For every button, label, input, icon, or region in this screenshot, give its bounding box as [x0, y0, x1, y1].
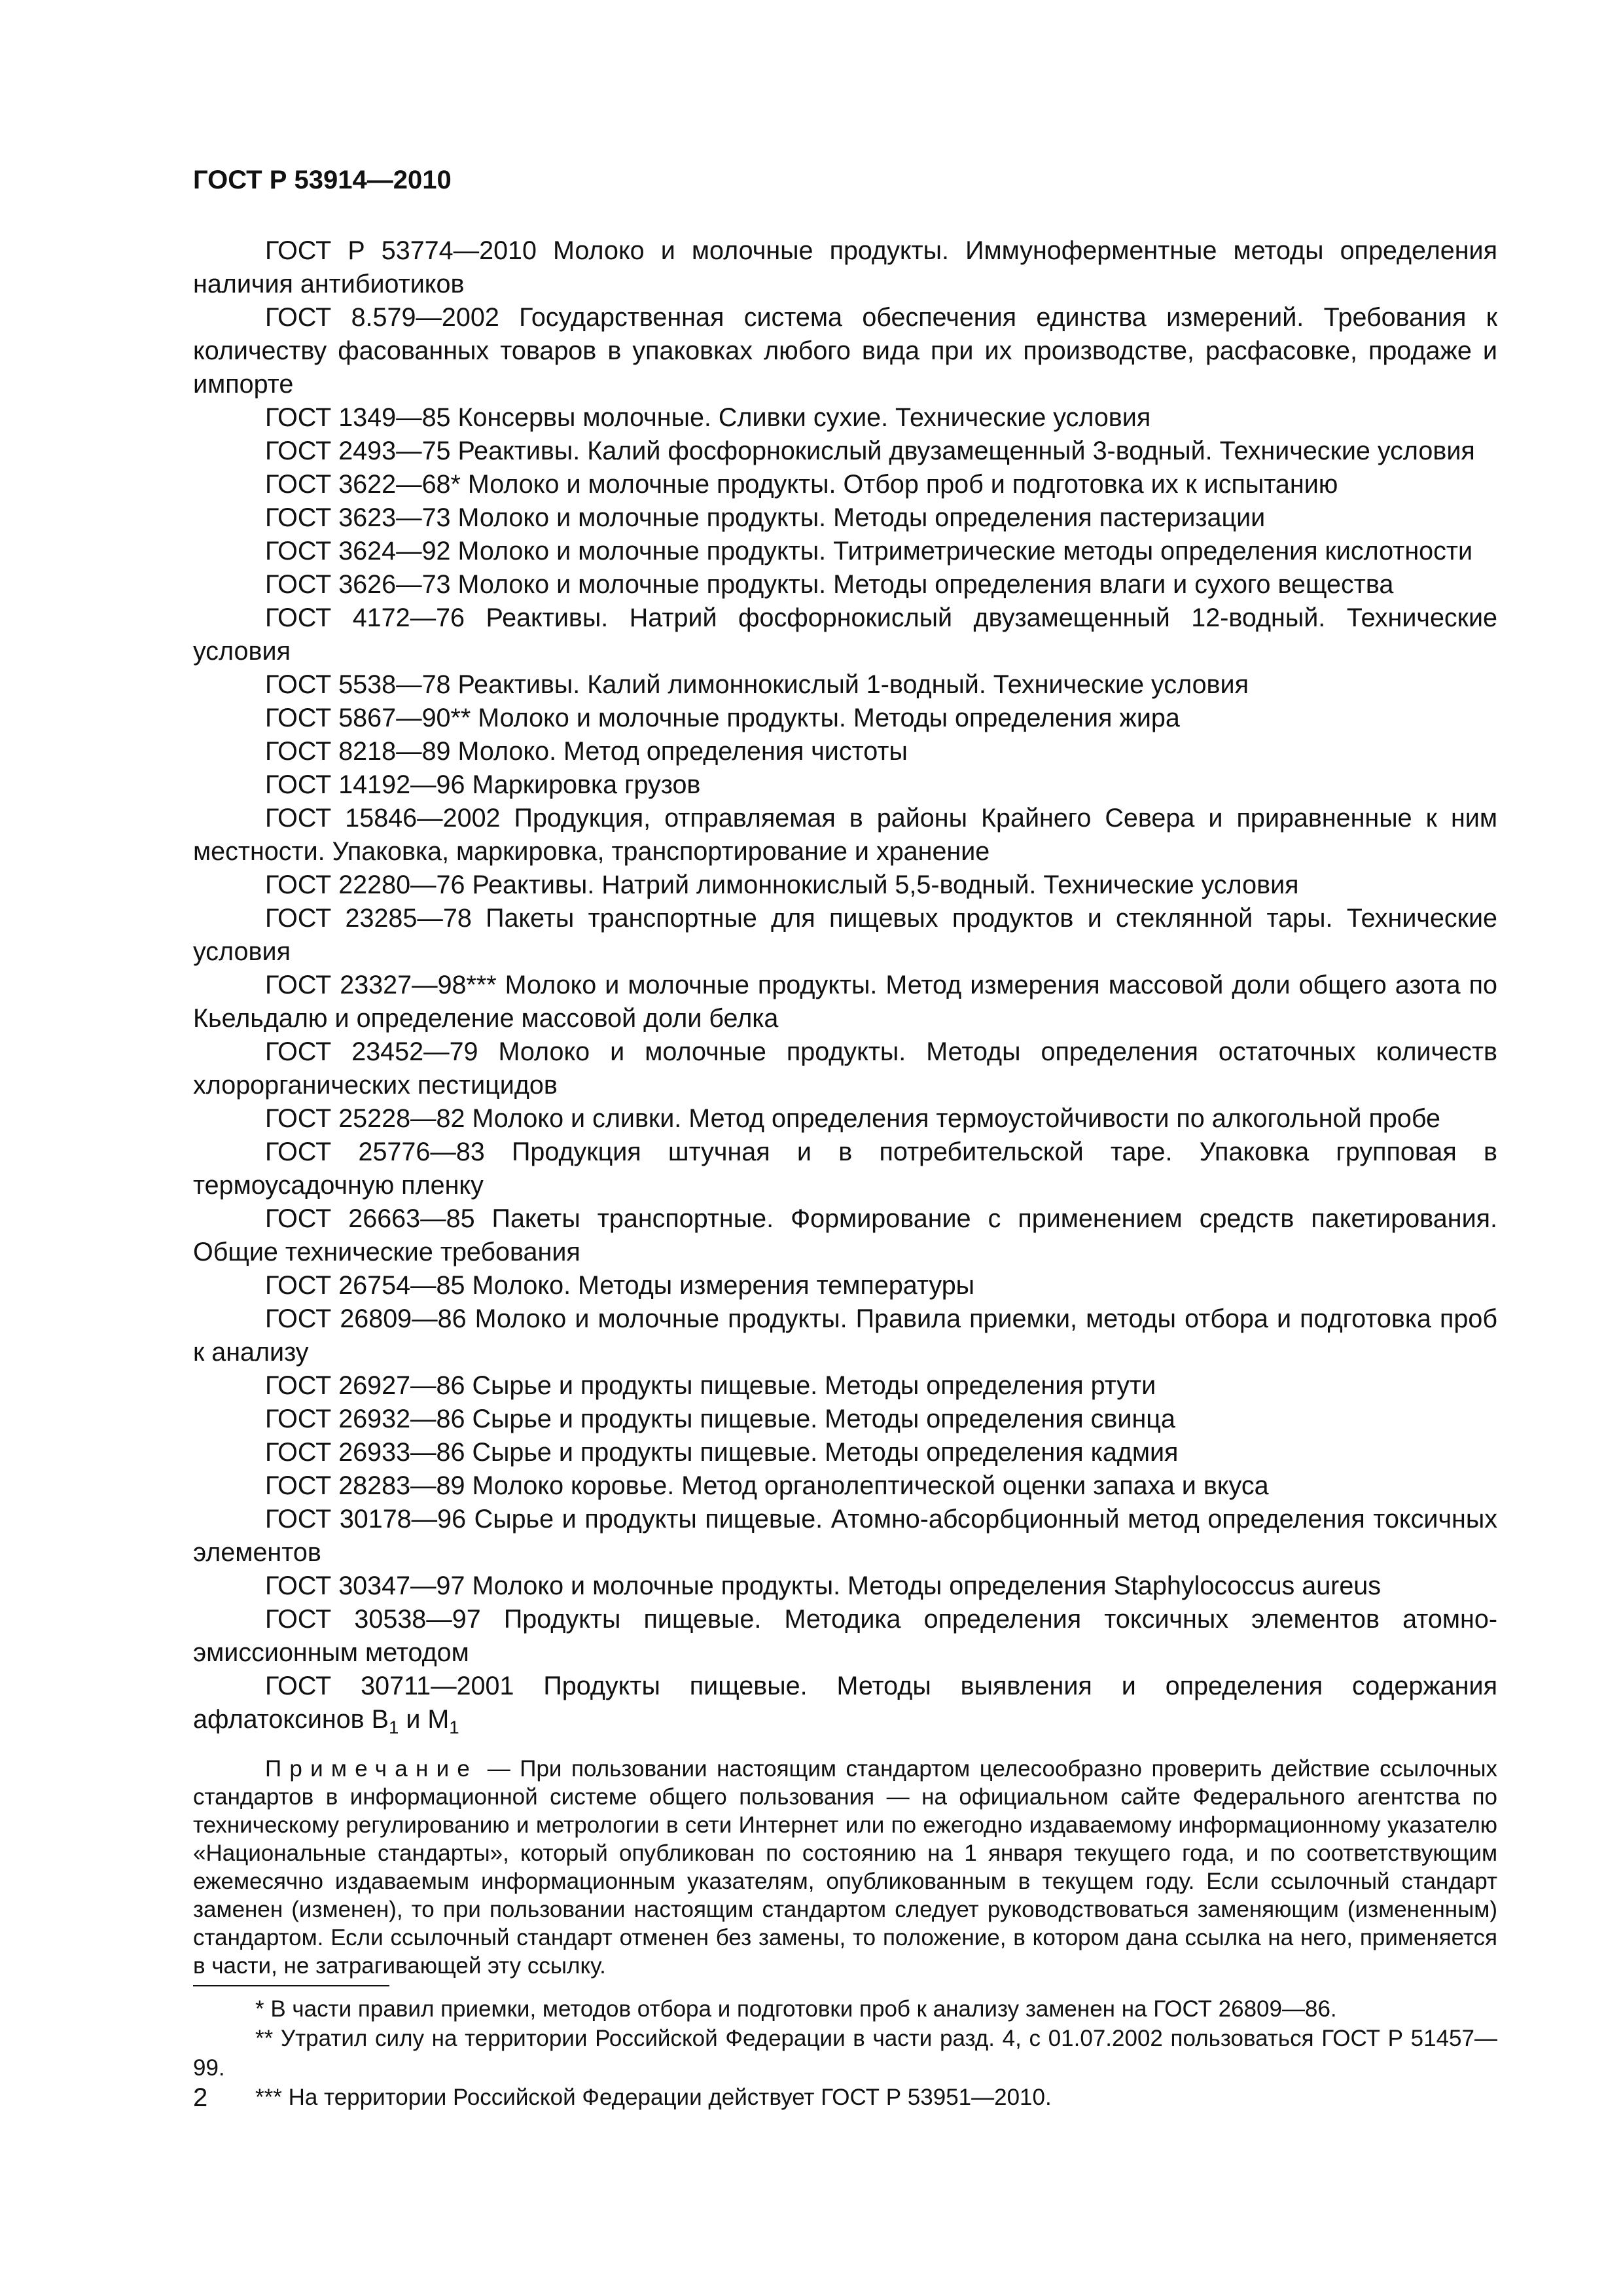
footnote: ** Утратил силу на территории Российской Федерации в части разд. 4, с 01.07.2002 пользоваться ГОСТ Р 51457—99. [193, 2026, 1497, 2081]
reference-item: ГОСТ 26754—85 Молоко. Методы измерения температуры [265, 1271, 975, 1300]
reference-item: ГОСТ 8.579—2002 Государственная система обеспечения единства измерений. Требования к количеству фасованных товаров в упаковках любого вида при их производстве, расфасовке, продаже и импорте [193, 303, 1497, 399]
reference-item: ГОСТ 22280—76 Реактивы. Натрий лимоннокислый 5,5-водный. Технические условия [265, 870, 1299, 899]
normative-references [193, 234, 1497, 2112]
note-paragraph [193, 1755, 1497, 1980]
reference-text: ГОСТ 30711—2001 Продукты пищевые. Методы выявления и определения содержания афлатоксинов В [193, 1672, 1497, 1734]
reference-item: ГОСТ 3624—92 Молоко и молочные продукты. Титриметрические методы определения кислотности [265, 537, 1473, 565]
page-number: 2 [193, 2083, 208, 2112]
note-text: — При пользовании настоящим стандартом целесообразно проверить действие ссылочных стандартов в информационной системе общего пользования — на официальном сайте Федерального агентства по техническому регулированию и метрологии в сети Интернет или по ежегодно издаваемому информационному указателю «Национальные стандарты», который опубликован по состоянию на 1 января текущего года, и по соответствующим ежемесячно издаваемым информационным указателям, опубликованным в текущем году. Если ссылочный стандарт заменен (изменен), то при пользовании настоящим стандартом следует руководствоваться заменяющим (измененным) стандартом. Если ссылочный стандарт отменен без замены, то положение, в котором дана ссылка на него, применяется в части, не затрагивающей эту ссылку. [193, 1756, 1497, 1979]
reference-item: ГОСТ 25228—82 Молоко и сливки. Метод определения термоустойчивости по алкогольной пробе [265, 1104, 1441, 1133]
footnote: * В части правил приемки, методов отбора и подготовки проб к анализу заменен на ГОСТ 26809—86. [255, 1996, 1337, 2022]
reference-item: ГОСТ 8218—89 Молоко. Метод определения чистоты [265, 737, 908, 766]
reference-item: ГОСТ 26663—85 Пакеты транспортные. Формирование с применением средств пакетирования. Общие технические требования [193, 1204, 1497, 1266]
reference-item: ГОСТ 23285—78 Пакеты транспортные для пищевых продуктов и стеклянной тары. Технические условия [193, 904, 1497, 966]
reference-item: ГОСТ 30178—96 Сырье и продукты пищевые. Атомно-абсорбционный метод определения токсичных элементов [193, 1505, 1497, 1567]
reference-item: ГОСТ 5538—78 Реактивы. Калий лимоннокислый 1-водный. Технические условия [265, 670, 1249, 699]
reference-text: и М [399, 1705, 450, 1734]
reference-item: ГОСТ 30347—97 Молоко и молочные продукты. Методы определения Staphylococcus aureus [265, 1571, 1382, 1600]
reference-item: ГОСТ 1349—85 Консервы молочные. Сливки сухие. Технические условия [265, 403, 1151, 432]
reference-item: ГОСТ 15846—2002 Продукция, отправляемая в районы Крайнего Севера и приравненные к ним местности. Упаковка, маркировка, транспортирование и хранение [193, 804, 1497, 866]
reference-item: ГОСТ 30538—97 Продукты пищевые. Методика определения токсичных элементов атомно-эмиссионным методом [193, 1605, 1497, 1667]
reference-item: ГОСТ 26809—86 Молоко и молочные продукты. Правила приемки, методы отбора и подготовка проб к анализу [193, 1304, 1497, 1367]
reference-item: ГОСТ 3622—68* Молоко и молочные продукты. Отбор проб и подготовка их к испытанию [265, 470, 1338, 499]
subscript: 1 [389, 1717, 399, 1738]
reference-item: ГОСТ 26933—86 Сырье и продукты пищевые. Методы определения кадмия [265, 1438, 1179, 1467]
reference-item: ГОСТ 14192—96 Маркировка грузов [265, 770, 701, 799]
footnote-divider [193, 1985, 389, 1986]
footnote: *** На территории Российской Федерации действует ГОСТ Р 53951—2010. [255, 2085, 1052, 2110]
subscript: 1 [449, 1717, 459, 1738]
document-header: ГОСТ Р 53914—2010 [193, 166, 452, 194]
reference-item: ГОСТ 23327—98*** Молоко и молочные продукты. Метод измерения массовой доли общего азота по Кьельдалю и определение массовой доли белка [193, 971, 1497, 1033]
note-label: Примечание [265, 1756, 478, 1782]
reference-item: ГОСТ Р 53774—2010 Молоко и молочные продукты. Иммуноферментные методы определения наличия антибиотиков [193, 236, 1497, 298]
reference-item: ГОСТ 3623—73 Молоко и молочные продукты. Методы определения пастеризации [265, 503, 1266, 532]
reference-item: ГОСТ 25776—83 Продукция штучная и в потребительской таре. Упаковка групповая в термоусадочную пленку [193, 1138, 1497, 1200]
reference-item: ГОСТ 4172—76 Реактивы. Натрий фосфорнокислый двузамещенный 12-водный. Технические условия [193, 603, 1497, 666]
reference-item: ГОСТ 3626—73 Молоко и молочные продукты. Методы определения влаги и сухого вещества [265, 570, 1394, 599]
reference-item: ГОСТ 23452—79 Молоко и молочные продукты. Методы определения остаточных количеств хлорорганических пестицидов [193, 1037, 1497, 1100]
reference-item-last [193, 1670, 1497, 1736]
reference-item: ГОСТ 26927—86 Сырье и продукты пищевые. Методы определения ртути [265, 1371, 1156, 1400]
reference-item: ГОСТ 2493—75 Реактивы. Калий фосфорнокислый двузамещенный 3-водный. Технические условия [265, 437, 1475, 465]
reference-item: ГОСТ 5867—90** Молоко и молочные продукты. Методы определения жира [265, 704, 1180, 732]
reference-item: ГОСТ 26932—86 Сырье и продукты пищевые. Методы определения свинца [265, 1405, 1175, 1433]
reference-item: ГОСТ 28283—89 Молоко коровье. Метод органолептической оценки запаха и вкуса [265, 1471, 1269, 1500]
